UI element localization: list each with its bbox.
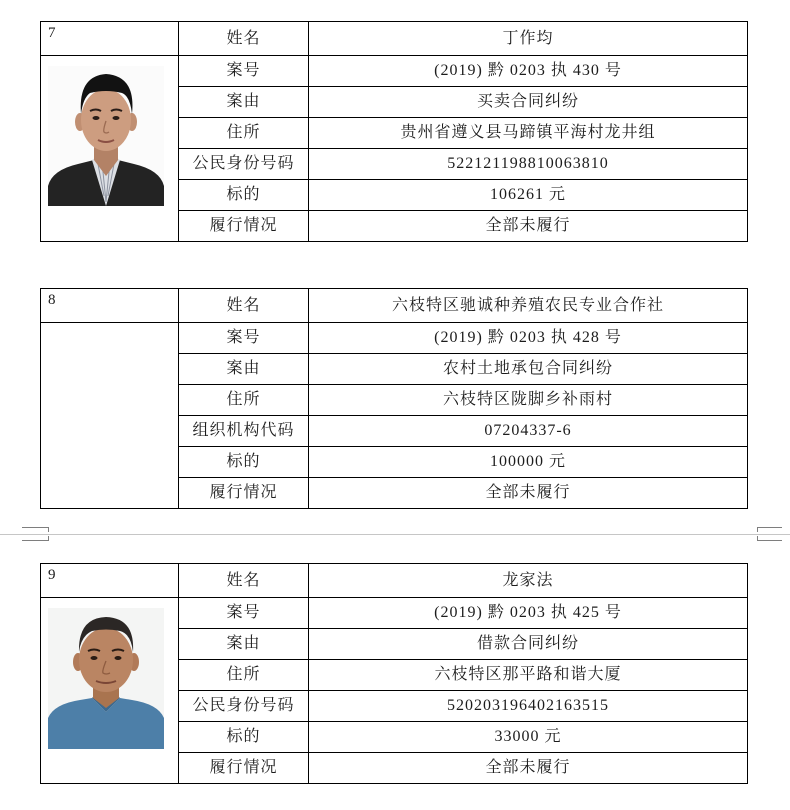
- field-value-cause: 借款合同纠纷: [309, 629, 748, 660]
- field-label-address: 住所: [179, 118, 309, 149]
- field-label-org-code: 组织机构代码: [179, 416, 309, 447]
- field-value-case-number: (2019) 黔 0203 执 430 号: [309, 56, 748, 87]
- field-value-address: 六枝特区陇脚乡补雨村: [309, 385, 748, 416]
- field-value-address: 贵州省遵义县马蹄镇平海村龙井组: [309, 118, 748, 149]
- record-row: [41, 323, 748, 354]
- field-label-address: 住所: [179, 660, 309, 691]
- field-label-name: 姓名: [179, 22, 309, 56]
- field-value-cause: 农村土地承包合同纠纷: [309, 354, 748, 385]
- record-index: 8: [41, 289, 179, 323]
- field-value-performance-status: 全部未履行: [309, 753, 748, 784]
- field-value-id-number: 520203196402163515: [309, 691, 748, 722]
- field-label-amount: 标的: [179, 722, 309, 753]
- page-break-separator: [0, 522, 790, 546]
- photo-cell: [41, 598, 179, 784]
- margin-corner-mark: [758, 536, 783, 541]
- field-label-case-number: 案号: [179, 56, 309, 87]
- field-value-performance-status: 全部未履行: [309, 211, 748, 242]
- record-index: 7: [41, 22, 179, 56]
- field-value-id-number: 522121198810063810: [309, 149, 748, 180]
- field-label-id-number: 公民身份号码: [179, 149, 309, 180]
- field-value-name: 六枝特区驰诚种养殖农民专业合作社: [309, 289, 748, 323]
- field-label-case-number: 案号: [179, 598, 309, 629]
- record-table: [40, 21, 748, 242]
- field-value-amount: 106261 元: [309, 180, 748, 211]
- record-index: 9: [41, 564, 179, 598]
- field-label-address: 住所: [179, 385, 309, 416]
- field-label-performance-status: 履行情况: [179, 211, 309, 242]
- record-row: [41, 56, 748, 87]
- margin-corner-mark: [758, 528, 783, 533]
- record-row: [41, 289, 748, 323]
- field-label-cause: 案由: [179, 354, 309, 385]
- field-label-name: 姓名: [179, 289, 309, 323]
- field-value-cause: 买卖合同纠纷: [309, 87, 748, 118]
- margin-corner-mark: [22, 528, 49, 533]
- record-row: [41, 598, 748, 629]
- photo-cell: [41, 56, 179, 242]
- field-value-name: 龙家法: [309, 564, 748, 598]
- field-label-case-number: 案号: [179, 323, 309, 354]
- field-label-id-number: 公民身份号码: [179, 691, 309, 722]
- portrait-photo: [48, 66, 164, 206]
- record-row: [41, 22, 748, 56]
- field-value-name: 丁作均: [309, 22, 748, 56]
- field-label-performance-status: 履行情况: [179, 753, 309, 784]
- record-table: [40, 563, 748, 784]
- field-value-case-number: (2019) 黔 0203 执 428 号: [309, 323, 748, 354]
- record-row: [41, 564, 748, 598]
- field-label-amount: 标的: [179, 180, 309, 211]
- field-value-amount: 100000 元: [309, 447, 748, 478]
- margin-corner-mark: [22, 536, 49, 541]
- field-label-performance-status: 履行情况: [179, 478, 309, 509]
- field-label-cause: 案由: [179, 87, 309, 118]
- field-value-performance-status: 全部未履行: [309, 478, 748, 509]
- field-value-amount: 33000 元: [309, 722, 748, 753]
- field-label-cause: 案由: [179, 629, 309, 660]
- field-label-name: 姓名: [179, 564, 309, 598]
- field-value-org-code: 07204337-6: [309, 416, 748, 447]
- record-table: [40, 288, 748, 509]
- field-label-amount: 标的: [179, 447, 309, 478]
- photo-cell-empty: [41, 323, 179, 509]
- field-value-address: 六枝特区那平路和谐大厦: [309, 660, 748, 691]
- field-value-case-number: (2019) 黔 0203 执 425 号: [309, 598, 748, 629]
- portrait-photo: [48, 608, 164, 749]
